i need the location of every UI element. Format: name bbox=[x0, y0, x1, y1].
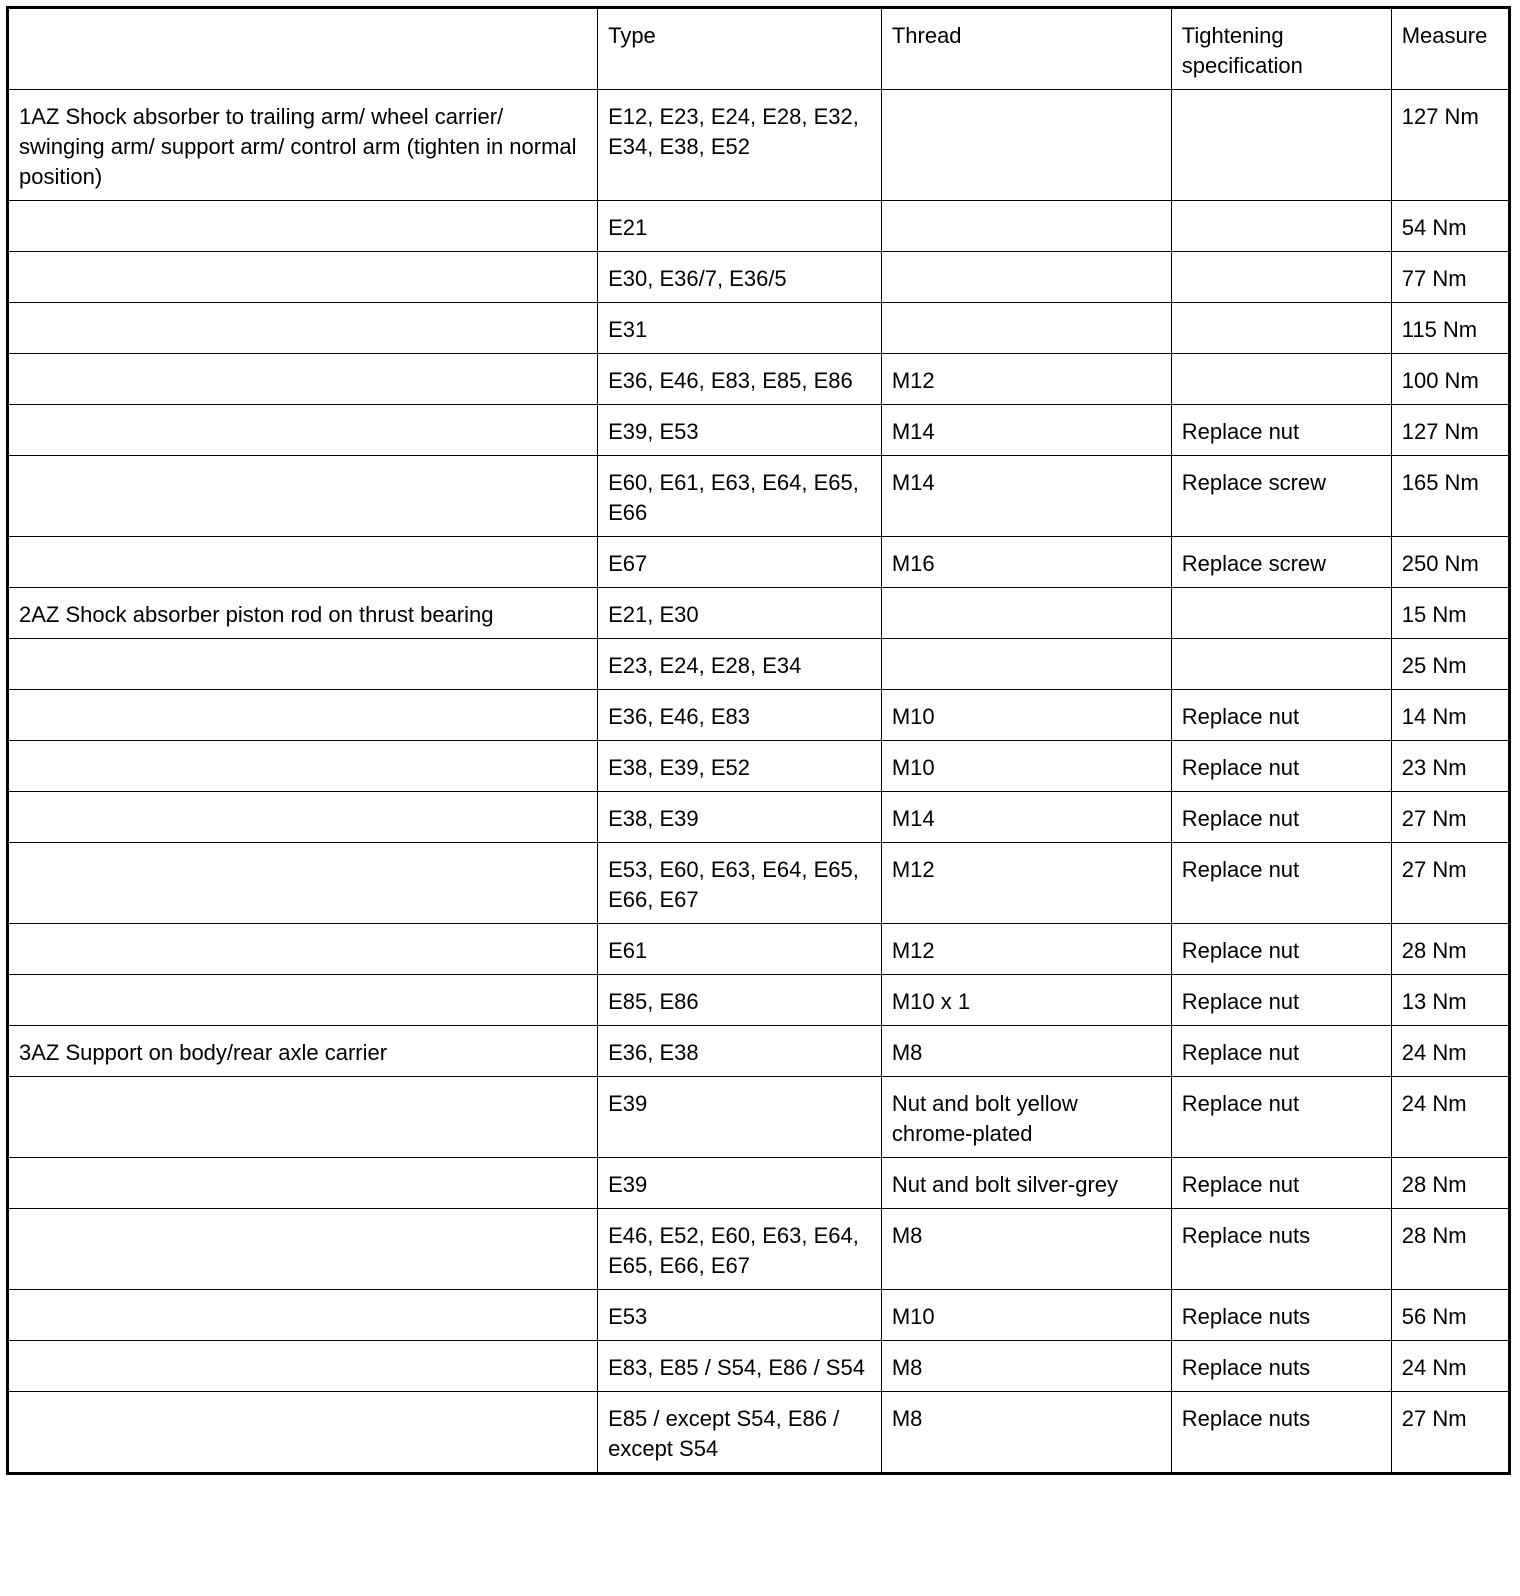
cell-item bbox=[8, 1392, 598, 1474]
cell-type: E21, E30 bbox=[598, 588, 882, 639]
cell-thread: M8 bbox=[881, 1392, 1171, 1474]
cell-type: E38, E39 bbox=[598, 792, 882, 843]
cell-tightening-specification bbox=[1171, 90, 1391, 201]
tightening-torque-table bbox=[6, 6, 1511, 1475]
cell-measure: 24 Nm bbox=[1391, 1077, 1509, 1158]
cell-thread: Nut and bolt yellow chrome-plated bbox=[881, 1077, 1171, 1158]
cell-item bbox=[8, 354, 598, 405]
header-tightening-specification: Tightening specification bbox=[1171, 8, 1391, 90]
cell-tightening-specification: Replace nut bbox=[1171, 975, 1391, 1026]
cell-item bbox=[8, 639, 598, 690]
table-row bbox=[8, 843, 1510, 924]
table-row bbox=[8, 639, 1510, 690]
cell-item bbox=[8, 1158, 598, 1209]
table-row bbox=[8, 792, 1510, 843]
cell-tightening-specification bbox=[1171, 201, 1391, 252]
cell-thread: M8 bbox=[881, 1209, 1171, 1290]
table-row bbox=[8, 405, 1510, 456]
cell-type: E36, E46, E83 bbox=[598, 690, 882, 741]
cell-thread: M14 bbox=[881, 792, 1171, 843]
cell-measure: 23 Nm bbox=[1391, 741, 1509, 792]
cell-tightening-specification: Replace nut bbox=[1171, 1026, 1391, 1077]
cell-measure: 28 Nm bbox=[1391, 924, 1509, 975]
cell-tightening-specification: Replace nut bbox=[1171, 792, 1391, 843]
cell-item bbox=[8, 741, 598, 792]
cell-measure: 250 Nm bbox=[1391, 537, 1509, 588]
cell-type: E36, E46, E83, E85, E86 bbox=[598, 354, 882, 405]
table-row bbox=[8, 90, 1510, 201]
cell-thread bbox=[881, 201, 1171, 252]
cell-tightening-specification bbox=[1171, 303, 1391, 354]
cell-thread bbox=[881, 90, 1171, 201]
cell-tightening-specification bbox=[1171, 639, 1391, 690]
cell-measure: 24 Nm bbox=[1391, 1026, 1509, 1077]
cell-thread: M12 bbox=[881, 843, 1171, 924]
cell-thread bbox=[881, 588, 1171, 639]
cell-thread: M10 x 1 bbox=[881, 975, 1171, 1026]
cell-thread: M14 bbox=[881, 456, 1171, 537]
cell-tightening-specification: Replace nuts bbox=[1171, 1392, 1391, 1474]
cell-type: E85, E86 bbox=[598, 975, 882, 1026]
table-row bbox=[8, 924, 1510, 975]
cell-thread: M12 bbox=[881, 924, 1171, 975]
cell-thread: M12 bbox=[881, 354, 1171, 405]
cell-type: E61 bbox=[598, 924, 882, 975]
table-row bbox=[8, 201, 1510, 252]
cell-thread bbox=[881, 639, 1171, 690]
cell-type: E39 bbox=[598, 1158, 882, 1209]
cell-item bbox=[8, 456, 598, 537]
cell-measure: 165 Nm bbox=[1391, 456, 1509, 537]
cell-type: E12, E23, E24, E28, E32, E34, E38, E52 bbox=[598, 90, 882, 201]
cell-item bbox=[8, 201, 598, 252]
cell-thread: M8 bbox=[881, 1026, 1171, 1077]
cell-measure: 14 Nm bbox=[1391, 690, 1509, 741]
cell-measure: 28 Nm bbox=[1391, 1158, 1509, 1209]
table-row bbox=[8, 1392, 1510, 1474]
table-row bbox=[8, 1077, 1510, 1158]
cell-measure: 15 Nm bbox=[1391, 588, 1509, 639]
cell-tightening-specification bbox=[1171, 588, 1391, 639]
cell-tightening-specification: Replace nut bbox=[1171, 690, 1391, 741]
cell-thread bbox=[881, 252, 1171, 303]
header-thread: Thread bbox=[881, 8, 1171, 90]
cell-item bbox=[8, 1290, 598, 1341]
cell-measure: 28 Nm bbox=[1391, 1209, 1509, 1290]
cell-item: 3AZ Support on body/rear axle carrier bbox=[8, 1026, 598, 1077]
cell-item bbox=[8, 843, 598, 924]
cell-item bbox=[8, 924, 598, 975]
cell-type: E31 bbox=[598, 303, 882, 354]
cell-measure: 115 Nm bbox=[1391, 303, 1509, 354]
cell-item bbox=[8, 303, 598, 354]
cell-item bbox=[8, 405, 598, 456]
cell-measure: 100 Nm bbox=[1391, 354, 1509, 405]
cell-item bbox=[8, 1341, 598, 1392]
cell-item: 1AZ Shock absorber to trailing arm/ wheel carrier/ swinging arm/ support arm/ control arm (tighten in normal position) bbox=[8, 90, 598, 201]
table-row bbox=[8, 252, 1510, 303]
cell-item bbox=[8, 690, 598, 741]
cell-type: E60, E61, E63, E64, E65, E66 bbox=[598, 456, 882, 537]
cell-item bbox=[8, 1209, 598, 1290]
header-measure: Measure bbox=[1391, 8, 1509, 90]
cell-tightening-specification: Replace screw bbox=[1171, 537, 1391, 588]
table-body bbox=[8, 90, 1510, 1474]
cell-type: E53 bbox=[598, 1290, 882, 1341]
cell-type: E21 bbox=[598, 201, 882, 252]
cell-tightening-specification bbox=[1171, 354, 1391, 405]
cell-type: E38, E39, E52 bbox=[598, 741, 882, 792]
table-row bbox=[8, 1158, 1510, 1209]
cell-measure: 127 Nm bbox=[1391, 90, 1509, 201]
table-row bbox=[8, 354, 1510, 405]
table-row bbox=[8, 690, 1510, 741]
cell-type: E46, E52, E60, E63, E64, E65, E66, E67 bbox=[598, 1209, 882, 1290]
cell-measure: 27 Nm bbox=[1391, 843, 1509, 924]
cell-item bbox=[8, 1077, 598, 1158]
cell-tightening-specification: Replace nuts bbox=[1171, 1341, 1391, 1392]
cell-thread: M10 bbox=[881, 741, 1171, 792]
cell-tightening-specification: Replace nut bbox=[1171, 924, 1391, 975]
cell-thread: M10 bbox=[881, 1290, 1171, 1341]
cell-tightening-specification: Replace nut bbox=[1171, 843, 1391, 924]
header-type: Type bbox=[598, 8, 882, 90]
cell-measure: 77 Nm bbox=[1391, 252, 1509, 303]
table-row bbox=[8, 1209, 1510, 1290]
table-row bbox=[8, 537, 1510, 588]
cell-tightening-specification bbox=[1171, 252, 1391, 303]
cell-measure: 13 Nm bbox=[1391, 975, 1509, 1026]
cell-measure: 25 Nm bbox=[1391, 639, 1509, 690]
cell-type: E85 / except S54, E86 / except S54 bbox=[598, 1392, 882, 1474]
header-item bbox=[8, 8, 598, 90]
cell-item: 2AZ Shock absorber piston rod on thrust bearing bbox=[8, 588, 598, 639]
cell-type: E30, E36/7, E36/5 bbox=[598, 252, 882, 303]
table-row bbox=[8, 588, 1510, 639]
cell-tightening-specification: Replace nut bbox=[1171, 1158, 1391, 1209]
cell-measure: 24 Nm bbox=[1391, 1341, 1509, 1392]
cell-type: E36, E38 bbox=[598, 1026, 882, 1077]
cell-measure: 54 Nm bbox=[1391, 201, 1509, 252]
cell-type: E83, E85 / S54, E86 / S54 bbox=[598, 1341, 882, 1392]
cell-thread bbox=[881, 303, 1171, 354]
cell-thread: M10 bbox=[881, 690, 1171, 741]
cell-item bbox=[8, 537, 598, 588]
spec-sheet bbox=[6, 6, 1511, 1475]
cell-measure: 127 Nm bbox=[1391, 405, 1509, 456]
table-row bbox=[8, 1290, 1510, 1341]
cell-thread: M16 bbox=[881, 537, 1171, 588]
cell-measure: 56 Nm bbox=[1391, 1290, 1509, 1341]
cell-thread: M8 bbox=[881, 1341, 1171, 1392]
cell-type: E53, E60, E63, E64, E65, E66, E67 bbox=[598, 843, 882, 924]
cell-tightening-specification: Replace nuts bbox=[1171, 1290, 1391, 1341]
cell-type: E23, E24, E28, E34 bbox=[598, 639, 882, 690]
cell-tightening-specification: Replace nut bbox=[1171, 1077, 1391, 1158]
table-row bbox=[8, 741, 1510, 792]
table-row bbox=[8, 456, 1510, 537]
table-row bbox=[8, 1026, 1510, 1077]
cell-item bbox=[8, 792, 598, 843]
cell-thread: Nut and bolt silver-grey bbox=[881, 1158, 1171, 1209]
cell-thread: M14 bbox=[881, 405, 1171, 456]
table-row bbox=[8, 1341, 1510, 1392]
cell-tightening-specification: Replace nut bbox=[1171, 741, 1391, 792]
cell-measure: 27 Nm bbox=[1391, 792, 1509, 843]
cell-type: E39 bbox=[598, 1077, 882, 1158]
cell-tightening-specification: Replace nuts bbox=[1171, 1209, 1391, 1290]
table-row bbox=[8, 975, 1510, 1026]
cell-tightening-specification: Replace nut bbox=[1171, 405, 1391, 456]
cell-measure: 27 Nm bbox=[1391, 1392, 1509, 1474]
table-header-row bbox=[8, 8, 1510, 90]
table-row bbox=[8, 303, 1510, 354]
cell-type: E39, E53 bbox=[598, 405, 882, 456]
cell-type: E67 bbox=[598, 537, 882, 588]
cell-item bbox=[8, 975, 598, 1026]
cell-item bbox=[8, 252, 598, 303]
cell-tightening-specification: Replace screw bbox=[1171, 456, 1391, 537]
